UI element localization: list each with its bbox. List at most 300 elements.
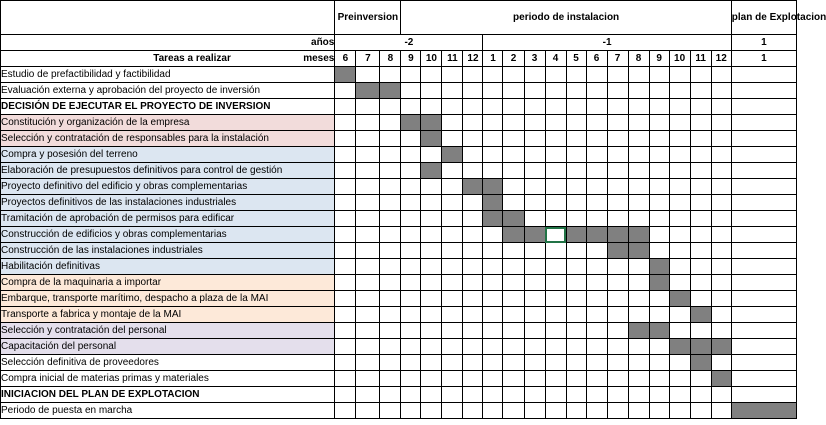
grid-cell[interactable] (483, 387, 503, 403)
grid-cell[interactable] (607, 131, 628, 147)
month-cell[interactable]: 1 (483, 51, 503, 67)
grid-cell[interactable] (566, 371, 586, 387)
grid-cell[interactable] (545, 147, 566, 163)
task-name[interactable]: Proyectos definitivos de las instalaciones industriales (1, 195, 335, 211)
grid-cell[interactable] (545, 403, 566, 419)
grid-cell[interactable] (545, 163, 566, 179)
grid-cell[interactable] (380, 227, 401, 243)
grid-cell[interactable] (483, 339, 503, 355)
grid-cell[interactable] (442, 227, 463, 243)
gantt-bar-cell[interactable] (442, 147, 463, 163)
task-name[interactable]: INICIACION DEL PLAN DE EXPLOTACION (1, 387, 335, 403)
grid-cell[interactable] (356, 371, 380, 387)
grid-cell[interactable] (628, 403, 649, 419)
grid-cell[interactable] (669, 147, 690, 163)
grid-cell[interactable] (628, 115, 649, 131)
grid-cell[interactable] (380, 243, 401, 259)
task-name[interactable]: Capacitación del personal (1, 339, 335, 355)
grid-cell[interactable] (503, 163, 524, 179)
gantt-bar-cell[interactable] (607, 227, 628, 243)
grid-cell[interactable] (669, 99, 690, 115)
grid-cell[interactable] (607, 291, 628, 307)
grid-cell[interactable] (566, 355, 586, 371)
gantt-bar-cell[interactable] (483, 195, 503, 211)
grid-cell[interactable] (524, 291, 545, 307)
grid-cell[interactable] (731, 99, 796, 115)
grid-cell[interactable] (335, 403, 356, 419)
month-cell[interactable]: 10 (421, 51, 442, 67)
grid-cell[interactable] (483, 307, 503, 323)
grid-cell[interactable] (401, 67, 421, 83)
grid-cell[interactable] (401, 243, 421, 259)
grid-cell[interactable] (503, 147, 524, 163)
grid-cell[interactable] (503, 131, 524, 147)
grid-cell[interactable] (669, 179, 690, 195)
grid-cell[interactable] (524, 339, 545, 355)
gantt-bar-cell[interactable] (483, 211, 503, 227)
grid-cell[interactable] (442, 131, 463, 147)
grid-cell[interactable] (586, 131, 607, 147)
grid-cell[interactable] (711, 355, 731, 371)
month-cell[interactable]: 5 (566, 51, 586, 67)
grid-cell[interactable] (669, 323, 690, 339)
month-cell[interactable]: 7 (356, 51, 380, 67)
grid-cell[interactable] (463, 355, 483, 371)
grid-cell[interactable] (356, 323, 380, 339)
grid-cell[interactable] (586, 115, 607, 131)
grid-cell[interactable] (586, 179, 607, 195)
corner-cell[interactable] (1, 1, 335, 35)
grid-cell[interactable] (690, 211, 711, 227)
grid-cell[interactable] (380, 131, 401, 147)
grid-cell[interactable] (483, 115, 503, 131)
grid-cell[interactable] (356, 291, 380, 307)
grid-cell[interactable] (566, 323, 586, 339)
task-name[interactable]: Estudio de prefactibilidad y factibilidad (1, 67, 335, 83)
gantt-bar-cell[interactable] (380, 83, 401, 99)
grid-cell[interactable] (586, 371, 607, 387)
grid-cell[interactable] (503, 259, 524, 275)
grid-cell[interactable] (442, 99, 463, 115)
grid-cell[interactable] (401, 259, 421, 275)
grid-cell[interactable] (401, 147, 421, 163)
grid-cell[interactable] (711, 307, 731, 323)
grid-cell[interactable] (545, 275, 566, 291)
grid-cell[interactable] (545, 115, 566, 131)
grid-cell[interactable] (669, 259, 690, 275)
grid-cell[interactable] (607, 403, 628, 419)
gantt-bar-cell[interactable] (649, 323, 669, 339)
task-name[interactable]: Proyecto definitivo del edificio y obras complementarias (1, 179, 335, 195)
grid-cell[interactable] (442, 259, 463, 275)
grid-cell[interactable] (442, 371, 463, 387)
grid-cell[interactable] (711, 403, 731, 419)
grid-cell[interactable] (463, 371, 483, 387)
grid-cell[interactable] (545, 323, 566, 339)
grid-cell[interactable] (442, 323, 463, 339)
grid-cell[interactable] (586, 355, 607, 371)
grid-cell[interactable] (690, 131, 711, 147)
grid-cell[interactable] (690, 195, 711, 211)
grid-cell[interactable] (442, 243, 463, 259)
grid-cell[interactable] (442, 211, 463, 227)
grid-cell[interactable] (731, 195, 796, 211)
grid-cell[interactable] (356, 227, 380, 243)
task-name[interactable]: Construcción de edificios y obras complementarias (1, 227, 335, 243)
grid-cell[interactable] (731, 307, 796, 323)
grid-cell[interactable] (463, 323, 483, 339)
gantt-bar-cell[interactable] (649, 275, 669, 291)
task-name[interactable]: Embarque, transporte marítimo, despacho a plaza de la MAI (1, 291, 335, 307)
grid-cell[interactable] (463, 83, 483, 99)
grid-cell[interactable] (335, 339, 356, 355)
grid-cell[interactable] (463, 275, 483, 291)
grid-cell[interactable] (356, 131, 380, 147)
task-name[interactable]: Selección y contratación de responsables para la instalación (1, 131, 335, 147)
grid-cell[interactable] (566, 131, 586, 147)
grid-cell[interactable] (669, 275, 690, 291)
grid-cell[interactable] (483, 403, 503, 419)
grid-cell[interactable] (649, 99, 669, 115)
grid-cell[interactable] (401, 291, 421, 307)
gantt-bar-cell[interactable] (690, 339, 711, 355)
grid-cell[interactable] (649, 243, 669, 259)
grid-cell[interactable] (524, 211, 545, 227)
grid-cell[interactable] (421, 227, 442, 243)
grid-cell[interactable] (669, 67, 690, 83)
grid-cell[interactable] (401, 387, 421, 403)
grid-cell[interactable] (356, 67, 380, 83)
grid-cell[interactable] (463, 147, 483, 163)
grid-cell[interactable] (503, 115, 524, 131)
grid-cell[interactable] (380, 387, 401, 403)
grid-cell[interactable] (566, 99, 586, 115)
grid-cell[interactable] (566, 195, 586, 211)
month-cell[interactable]: 4 (545, 51, 566, 67)
grid-cell[interactable] (356, 99, 380, 115)
grid-cell[interactable] (669, 355, 690, 371)
month-cell[interactable]: 9 (649, 51, 669, 67)
grid-cell[interactable] (586, 275, 607, 291)
grid-cell[interactable] (607, 355, 628, 371)
grid-cell[interactable] (524, 83, 545, 99)
grid-cell[interactable] (421, 195, 442, 211)
grid-cell[interactable] (731, 227, 796, 243)
gantt-bar-cell[interactable] (586, 227, 607, 243)
grid-cell[interactable] (628, 339, 649, 355)
grid-cell[interactable] (421, 147, 442, 163)
grid-cell[interactable] (356, 259, 380, 275)
grid-cell[interactable] (586, 339, 607, 355)
month-cell[interactable]: 9 (401, 51, 421, 67)
grid-cell[interactable] (545, 179, 566, 195)
grid-cell[interactable] (421, 371, 442, 387)
grid-cell[interactable] (421, 323, 442, 339)
grid-cell[interactable] (401, 211, 421, 227)
grid-cell[interactable] (669, 83, 690, 99)
grid-cell[interactable] (607, 259, 628, 275)
grid-cell[interactable] (483, 259, 503, 275)
grid-cell[interactable] (711, 387, 731, 403)
year-minus1-cell[interactable]: -1 (483, 35, 731, 51)
grid-cell[interactable] (607, 339, 628, 355)
task-name[interactable]: Elaboración de presupuestos definitivos para control de gestión (1, 163, 335, 179)
grid-cell[interactable] (442, 291, 463, 307)
month-cell[interactable]: 3 (524, 51, 545, 67)
grid-cell[interactable] (483, 83, 503, 99)
task-name[interactable]: Evaluación externa y aprobación del proyecto de inversión (1, 83, 335, 99)
gantt-bar-cell[interactable] (503, 227, 524, 243)
task-name[interactable]: Constitución y organización de la empresa (1, 115, 335, 131)
grid-cell[interactable] (731, 355, 796, 371)
grid-cell[interactable] (380, 355, 401, 371)
grid-cell[interactable] (463, 307, 483, 323)
grid-cell[interactable] (669, 131, 690, 147)
grid-cell[interactable] (731, 339, 796, 355)
grid-cell[interactable] (503, 243, 524, 259)
grid-cell[interactable] (335, 131, 356, 147)
grid-cell[interactable] (545, 355, 566, 371)
grid-cell[interactable] (421, 67, 442, 83)
grid-cell[interactable] (586, 291, 607, 307)
grid-cell[interactable] (356, 339, 380, 355)
grid-cell[interactable] (545, 371, 566, 387)
grid-cell[interactable] (649, 371, 669, 387)
grid-cell[interactable] (401, 227, 421, 243)
grid-cell[interactable] (463, 163, 483, 179)
grid-cell[interactable] (335, 387, 356, 403)
grid-cell[interactable] (545, 211, 566, 227)
grid-cell[interactable] (503, 179, 524, 195)
grid-cell[interactable] (524, 275, 545, 291)
grid-cell[interactable] (483, 323, 503, 339)
grid-cell[interactable] (421, 275, 442, 291)
grid-cell[interactable] (503, 387, 524, 403)
grid-cell[interactable] (731, 291, 796, 307)
grid-cell[interactable] (335, 179, 356, 195)
grid-cell[interactable] (442, 115, 463, 131)
grid-cell[interactable] (442, 403, 463, 419)
gantt-bar-cell[interactable] (503, 211, 524, 227)
grid-cell[interactable] (503, 195, 524, 211)
grid-cell[interactable] (731, 67, 796, 83)
grid-cell[interactable] (335, 323, 356, 339)
grid-cell[interactable] (463, 227, 483, 243)
grid-cell[interactable] (483, 275, 503, 291)
grid-cell[interactable] (356, 179, 380, 195)
grid-cell[interactable] (421, 99, 442, 115)
grid-cell[interactable] (483, 243, 503, 259)
grid-cell[interactable] (335, 243, 356, 259)
grid-cell[interactable] (503, 83, 524, 99)
grid-cell[interactable] (731, 211, 796, 227)
month-cell[interactable]: 12 (463, 51, 483, 67)
task-name[interactable]: Transporte a fabrica y montaje de la MAI (1, 307, 335, 323)
grid-cell[interactable] (483, 67, 503, 83)
gantt-bar-cell[interactable] (524, 227, 545, 243)
grid-cell[interactable] (524, 323, 545, 339)
grid-cell[interactable] (380, 179, 401, 195)
grid-cell[interactable] (335, 355, 356, 371)
grid-cell[interactable] (649, 291, 669, 307)
grid-cell[interactable] (649, 115, 669, 131)
gantt-bar-cell[interactable] (483, 179, 503, 195)
gantt-bar-cell[interactable] (607, 243, 628, 259)
grid-cell[interactable] (356, 387, 380, 403)
grid-cell[interactable] (503, 291, 524, 307)
grid-cell[interactable] (524, 147, 545, 163)
grid-cell[interactable] (586, 323, 607, 339)
grid-cell[interactable] (545, 99, 566, 115)
grid-cell[interactable] (669, 371, 690, 387)
grid-cell[interactable] (607, 387, 628, 403)
gantt-bar-cell[interactable] (669, 291, 690, 307)
grid-cell[interactable] (607, 147, 628, 163)
task-name[interactable]: Compra inicial de materias primas y materiales (1, 371, 335, 387)
grid-cell[interactable] (566, 387, 586, 403)
grid-cell[interactable] (463, 131, 483, 147)
task-name[interactable]: Periodo de puesta en marcha (1, 403, 335, 419)
grid-cell[interactable] (356, 355, 380, 371)
task-name[interactable]: Tramitación de aprobación de permisos para edificar (1, 211, 335, 227)
grid-cell[interactable] (335, 227, 356, 243)
grid-cell[interactable] (380, 403, 401, 419)
grid-cell[interactable] (566, 83, 586, 99)
grid-cell[interactable] (566, 243, 586, 259)
grid-cell[interactable] (731, 131, 796, 147)
grid-cell[interactable] (442, 275, 463, 291)
grid-cell[interactable] (442, 307, 463, 323)
grid-cell[interactable] (356, 243, 380, 259)
grid-cell[interactable] (711, 323, 731, 339)
grid-cell[interactable] (442, 179, 463, 195)
grid-cell[interactable] (380, 115, 401, 131)
gantt-bar-cell[interactable] (421, 115, 442, 131)
grid-cell[interactable] (545, 227, 566, 243)
grid-cell[interactable] (421, 259, 442, 275)
gantt-bar-cell[interactable] (335, 67, 356, 83)
grid-cell[interactable] (607, 115, 628, 131)
grid-cell[interactable] (545, 259, 566, 275)
grid-cell[interactable] (503, 307, 524, 323)
grid-cell[interactable] (607, 163, 628, 179)
grid-cell[interactable] (711, 195, 731, 211)
grid-cell[interactable] (335, 259, 356, 275)
grid-cell[interactable] (628, 371, 649, 387)
grid-cell[interactable] (421, 83, 442, 99)
grid-cell[interactable] (690, 99, 711, 115)
gantt-bar-cell[interactable] (690, 355, 711, 371)
grid-cell[interactable] (649, 163, 669, 179)
month-cell[interactable]: 6 (335, 51, 356, 67)
grid-cell[interactable] (335, 83, 356, 99)
grid-cell[interactable] (463, 243, 483, 259)
grid-cell[interactable] (628, 179, 649, 195)
grid-cell[interactable] (711, 163, 731, 179)
grid-cell[interactable] (335, 115, 356, 131)
grid-cell[interactable] (356, 115, 380, 131)
grid-cell[interactable] (442, 163, 463, 179)
grid-cell[interactable] (649, 83, 669, 99)
grid-cell[interactable] (711, 67, 731, 83)
grid-cell[interactable] (628, 355, 649, 371)
grid-cell[interactable] (356, 195, 380, 211)
grid-cell[interactable] (628, 275, 649, 291)
grid-cell[interactable] (545, 307, 566, 323)
grid-cell[interactable] (690, 163, 711, 179)
grid-cell[interactable] (524, 99, 545, 115)
month-cell[interactable]: 12 (711, 51, 731, 67)
grid-cell[interactable] (586, 307, 607, 323)
grid-cell[interactable] (566, 259, 586, 275)
task-name[interactable]: DECISIÓN DE EJECUTAR EL PROYECTO DE INVERSION (1, 99, 335, 115)
grid-cell[interactable] (566, 275, 586, 291)
grid-cell[interactable] (586, 403, 607, 419)
gantt-bar-cell[interactable] (566, 227, 586, 243)
grid-cell[interactable] (421, 291, 442, 307)
grid-cell[interactable] (380, 259, 401, 275)
grid-cell[interactable] (380, 211, 401, 227)
tareas-meses-label-cell[interactable] (1, 51, 335, 67)
gantt-bar-cell[interactable] (711, 371, 731, 387)
grid-cell[interactable] (628, 307, 649, 323)
grid-cell[interactable] (335, 291, 356, 307)
grid-cell[interactable] (649, 131, 669, 147)
gantt-bar-cell[interactable] (628, 323, 649, 339)
month-cell[interactable]: 2 (503, 51, 524, 67)
grid-cell[interactable] (586, 83, 607, 99)
grid-cell[interactable] (566, 339, 586, 355)
grid-cell[interactable] (442, 195, 463, 211)
grid-cell[interactable] (566, 307, 586, 323)
grid-cell[interactable] (335, 211, 356, 227)
grid-cell[interactable] (731, 243, 796, 259)
grid-cell[interactable] (690, 403, 711, 419)
grid-cell[interactable] (524, 355, 545, 371)
grid-cell[interactable] (586, 99, 607, 115)
grid-cell[interactable] (690, 371, 711, 387)
grid-cell[interactable] (628, 291, 649, 307)
grid-cell[interactable] (442, 355, 463, 371)
grid-cell[interactable] (483, 131, 503, 147)
month-cell[interactable]: 7 (607, 51, 628, 67)
grid-cell[interactable] (524, 259, 545, 275)
month-cell[interactable]: 10 (669, 51, 690, 67)
grid-cell[interactable] (421, 403, 442, 419)
grid-cell[interactable] (380, 339, 401, 355)
grid-cell[interactable] (690, 67, 711, 83)
month-cell[interactable]: 6 (586, 51, 607, 67)
grid-cell[interactable] (503, 99, 524, 115)
gantt-bar-cell[interactable] (649, 259, 669, 275)
grid-cell[interactable] (524, 307, 545, 323)
grid-cell[interactable] (607, 371, 628, 387)
gantt-bar-cell[interactable] (401, 115, 421, 131)
grid-cell[interactable] (669, 115, 690, 131)
grid-cell[interactable] (628, 387, 649, 403)
month-cell[interactable]: 11 (690, 51, 711, 67)
plan-month-cell[interactable]: 1 (731, 51, 796, 67)
grid-cell[interactable] (401, 275, 421, 291)
grid-cell[interactable] (731, 83, 796, 99)
grid-cell[interactable] (380, 291, 401, 307)
grid-cell[interactable] (669, 387, 690, 403)
grid-cell[interactable] (524, 403, 545, 419)
grid-cell[interactable] (380, 99, 401, 115)
grid-cell[interactable] (463, 291, 483, 307)
task-name[interactable]: Construcción de las instalaciones industriales (1, 243, 335, 259)
grid-cell[interactable] (607, 211, 628, 227)
